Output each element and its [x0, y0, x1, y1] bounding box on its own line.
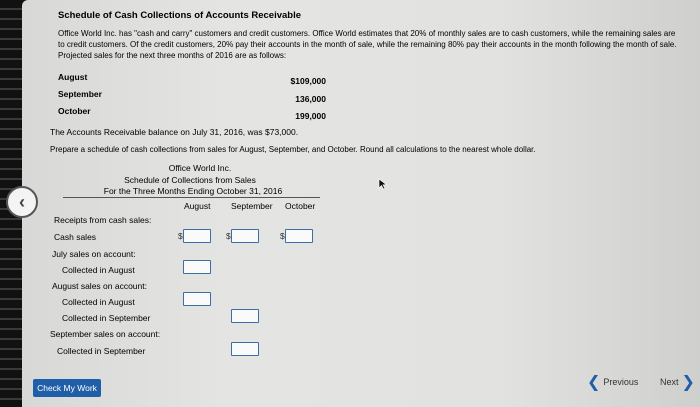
previous-button[interactable]	[587, 372, 638, 392]
sales-month-august: August	[58, 72, 88, 82]
next-button[interactable]	[660, 372, 695, 392]
row-label-aug-collected-aug: Collected in August	[62, 297, 135, 307]
check-my-work-button[interactable]: Check My Work	[33, 379, 101, 397]
schedule-name: Schedule of Collections from Sales	[124, 175, 256, 185]
ar-balance-text: The Accounts Receivable balance on July 31, 2016, was $73,000.	[50, 127, 299, 137]
input-cash-sales-september[interactable]	[231, 229, 259, 243]
row-label-receipts-cash: Receipts from cash sales:	[54, 215, 152, 225]
input-aug-collected-september[interactable]	[231, 309, 259, 323]
chevron-right-icon: ❯	[681, 374, 695, 391]
instruction-text: Prepare a schedule of cash collections from sales for August, September, and October. Round all calculations to the nearest whole dollar.	[50, 145, 536, 154]
sales-amount-august: $109,000	[290, 76, 326, 86]
row-label-august-sales: August sales on account:	[52, 281, 147, 291]
row-label-aug-collected-sep: Collected in September	[62, 313, 151, 323]
row-label-july-collected-aug: Collected in August	[62, 265, 135, 275]
row-label-cash-sales: Cash sales	[54, 232, 97, 242]
sales-amount-september: 136,000	[295, 94, 326, 104]
row-label-sep-collected-sep: Collected in September	[57, 346, 146, 356]
page-title: Schedule of Cash Collections of Accounts Receivable	[58, 10, 302, 21]
sales-month-october: October	[58, 106, 91, 116]
input-july-collected-august[interactable]	[183, 260, 211, 274]
back-arrow-button[interactable]	[6, 186, 38, 218]
input-aug-collected-august[interactable]	[183, 292, 211, 306]
column-header-august: August	[184, 201, 211, 211]
chevron-left-icon: ‹	[19, 191, 25, 212]
input-cash-sales-october[interactable]	[285, 229, 313, 243]
column-header-october: October	[285, 201, 316, 211]
sales-amount-october: 199,000	[295, 111, 326, 121]
previous-label: Previous	[603, 377, 639, 387]
schedule-period: For the Three Months Ending October 31, 2016	[103, 186, 283, 196]
row-label-july-sales: July sales on account:	[52, 249, 136, 259]
row-label-september-sales: September sales on account:	[50, 329, 161, 339]
sales-month-september: September	[58, 89, 102, 99]
dollar-sign-october: $	[280, 231, 285, 241]
schedule-divider	[63, 197, 320, 198]
column-header-september: September	[231, 201, 273, 211]
dollar-sign-august: $	[178, 231, 183, 241]
chevron-left-icon: ❮	[587, 374, 601, 391]
mouse-cursor-icon	[378, 178, 388, 190]
problem-text: Office World Inc. has "cash and carry" customers and credit customers. Office World estimates that 20% of monthly sales are to cash customers, while the remaining sales are to credit customers. Of the credit customers, 20% pay their accounts in the month of sale, while the remaining 80% pay their accounts in the month following the month of sale. Projected sales for the next three months of 2016 are as follows:	[58, 29, 677, 60]
input-cash-sales-august[interactable]	[183, 229, 211, 243]
next-label: Next	[660, 377, 679, 387]
input-sep-collected-september[interactable]	[231, 342, 259, 356]
dollar-sign-september: $	[226, 231, 231, 241]
schedule-company: Office World Inc.	[168, 163, 232, 173]
